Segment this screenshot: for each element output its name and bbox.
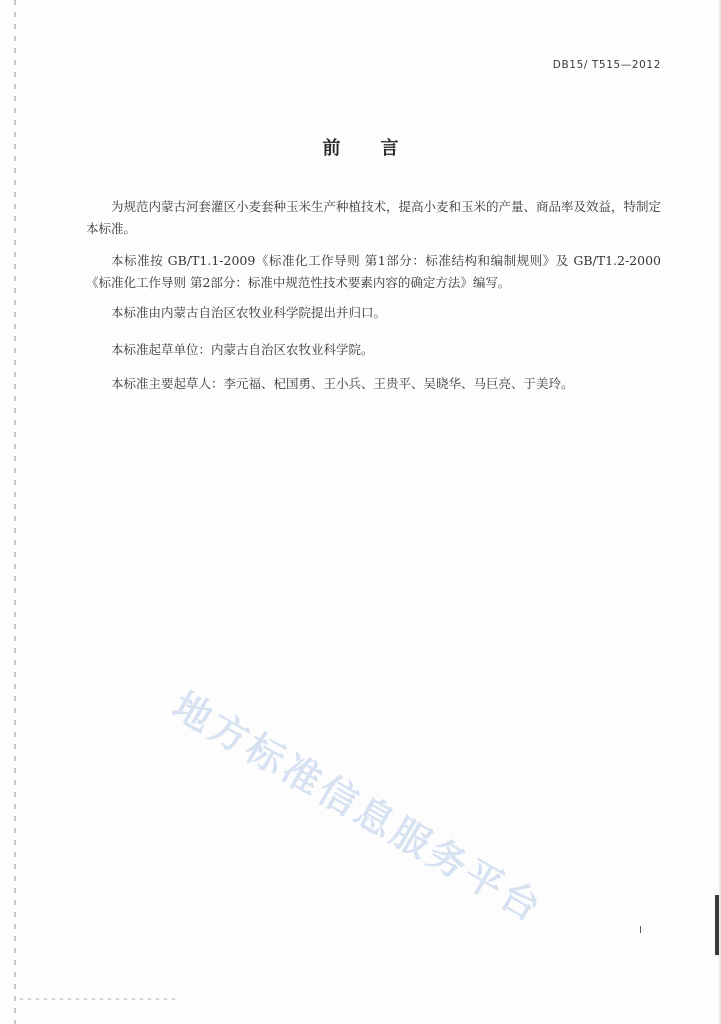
page-number: I [639, 925, 642, 936]
watermark: 地方标准信息服务平台 [165, 683, 551, 932]
paragraph-drafting-rules: 本标准按 GB/T1.1-2009《标准化工作导则 第1部分：标准结构和编制规则》及 GB/T1.2-2000《标准化工作导则 第2部分：标准中规范性技术要素内容的确定方法》编写。 [86, 253, 661, 290]
paragraph-drafters: 本标准主要起草人：李元福、杞国勇、王小兵、王贵平、吴晓华、马巨亮、于美玲。 [111, 376, 574, 391]
document-code: DB15/ T515—2012 [552, 59, 661, 71]
scan-edge-mark [715, 895, 719, 955]
paragraph-purpose: 为规范内蒙古河套灌区小麦套种玉米生产种植技术，提高小麦和玉米的产量、商品率及效益，特制定本标准。 [86, 199, 662, 236]
page-title: 前言 [322, 138, 439, 159]
paragraph-drafting-unit: 本标准起草单位：内蒙古自治区农牧业科学院。 [111, 342, 374, 357]
paragraph-proposer: 本标准由内蒙古自治区农牧业科学院提出并归口。 [111, 305, 387, 320]
scan-bottom-dots [20, 998, 180, 1000]
